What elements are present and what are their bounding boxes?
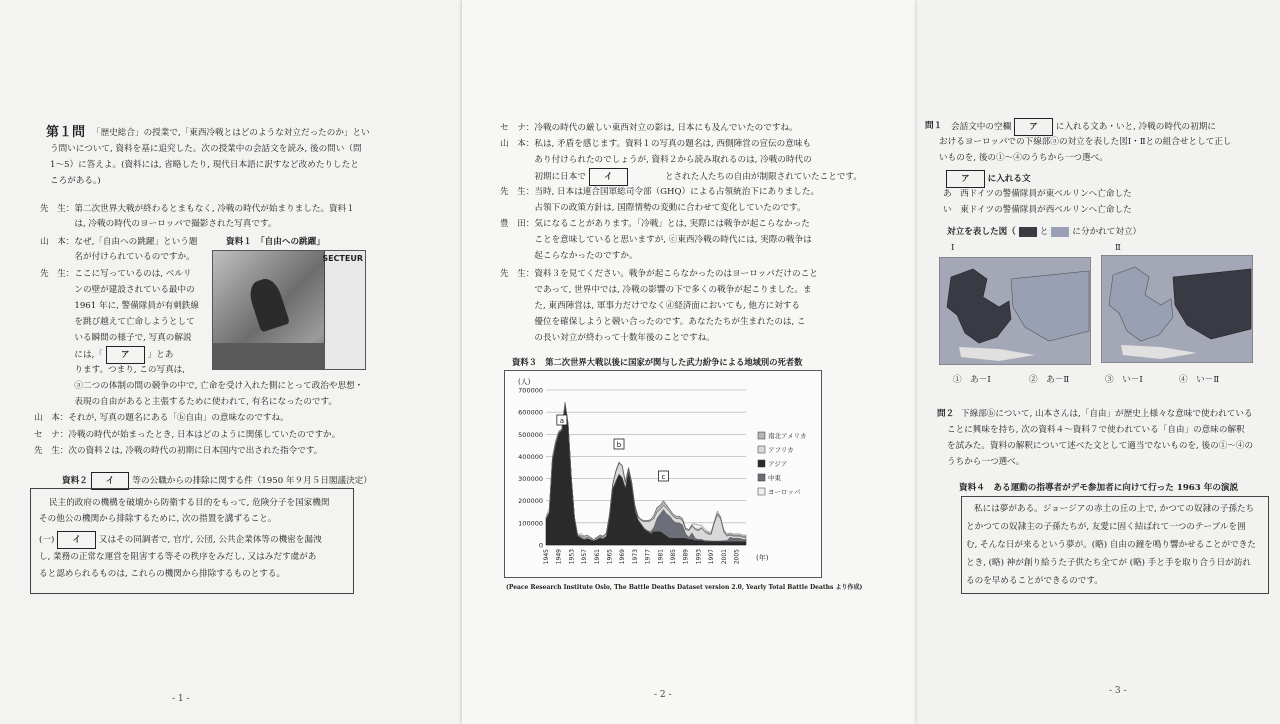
- map-2: [1101, 255, 1253, 363]
- map1-label: Ⅰ: [951, 243, 955, 253]
- dialogue-line: 山 本：それが, 写真の題名にある「ⓑ自由」の意味なのですね。: [34, 413, 289, 423]
- dialogue-line: 表現の自由があると主張するために使われて, 有名になったのです。: [40, 397, 337, 407]
- choice[interactable]: ② あ－Ⅱ: [1029, 375, 1070, 385]
- chart-unit-label: (人): [518, 378, 531, 386]
- q2-text: うちから一つ選べ。: [947, 457, 1025, 467]
- x-tick-label: 1949: [555, 549, 563, 565]
- page-2: [462, 0, 917, 724]
- y-tick-label: 600000: [518, 408, 543, 417]
- x-tick-label: 1961: [593, 549, 601, 565]
- q2-label: 問２: [937, 409, 955, 419]
- blank-i: イ: [91, 472, 130, 490]
- doc2-line: ると認められるものは, これらの機関から排除するものとする。: [39, 569, 286, 579]
- dialogue-line: あり付けられたのでしょうが, 資料２から読み取れるのは, 冷戦の時代の: [500, 155, 812, 165]
- intro-line: 「歴史総合」の授業で,「東西冷戦とはどのような対立だったのか」とい: [92, 128, 370, 138]
- soldier-figure: [246, 276, 290, 333]
- x-tick-label: 1957: [581, 549, 589, 565]
- doc4-line: とき, (略) 神が創り給うた子供たち全てが (略) 手と手を取り合う日が訪れ: [966, 558, 1251, 568]
- q1-text: いものを, 後の①～④のうちから一つ選べ。: [939, 153, 1108, 163]
- doc2-line: 民主的政府の機構を破壊から防衛する目的をもって, 危険分子を国家機関: [49, 498, 330, 508]
- dialogue-line: とされた人たちの自由が制限されていたことです。: [630, 172, 862, 182]
- q1-text: 会話文中の空欄: [951, 122, 1012, 132]
- dialogue-line: ります。つまり, この写真は,: [40, 365, 186, 375]
- dialogue-line: 山 本：私は, 矛盾を感じます。資料１の写真の題名は, 西側陣営の宣伝の意味も: [500, 139, 812, 149]
- doc2-title: 等の公職からの排除に関する件（1950 年９月５日閣議決定）: [132, 476, 372, 486]
- q2-text: ことに興味を持ち, 次の資料４～資料７で使われている「自由」の意味の解釈: [947, 425, 1245, 435]
- dialogue-line: 起こらなかったのですか。: [500, 251, 638, 261]
- legend-text: 対立を表した図（: [947, 227, 1016, 237]
- x-tick-label: 1985: [669, 549, 677, 565]
- legend-label: 中東: [768, 474, 781, 482]
- intro-line: ころがある。): [50, 176, 101, 186]
- dialogue-line: セ ナ：冷戦の時代が始まったとき, 日本はどのように関係していたのですか。: [34, 430, 341, 440]
- light-swatch: [1051, 227, 1069, 237]
- doc4-title: 資料４ ある運動の指導者がデモ参加者に向けて行った 1963 年の演説: [959, 483, 1239, 493]
- doc4-line: む, そんな日が来るという夢が。(略) 自由の鐘を鳴り響かせることができた: [966, 540, 1256, 550]
- doc3-title: 資料３ 第二次世界大戦以後に国家が関与した武力紛争による地域別の死者数: [512, 357, 803, 367]
- doc2-line: その他公の機関から排除するために, 次の措置を講ずること。: [39, 514, 277, 524]
- choice[interactable]: ① あ－Ⅰ: [953, 375, 991, 385]
- blank-tail: 」とあ: [147, 350, 174, 360]
- doc2-item: (一): [39, 535, 55, 545]
- x-tick-label: 1997: [708, 549, 716, 565]
- dialogue-line: ⓐ二つの体制の間の競争の中で, 亡命を受け入れた側にとって政治や思想・: [40, 381, 364, 391]
- dialogue-line: た, 東西陣営は, 軍事力だけでなくⓓ経済面においても, 他方に対する: [500, 301, 800, 311]
- x-tick-label: 2005: [733, 549, 741, 565]
- choice[interactable]: ④ い－Ⅱ: [1179, 375, 1220, 385]
- page-number: - 2 -: [654, 690, 672, 700]
- doc2-line: し, 業務の正常な運営を阻害する等その秩序をみだし, 又はみだす虞があ: [39, 552, 317, 562]
- dialogue-line: 先 生：資料３を見てください。戦争が起こらなかったのはヨーロッパだけのこと: [500, 269, 818, 279]
- blank-a: ア: [946, 170, 985, 188]
- page-number: - 1 -: [172, 694, 190, 704]
- page-1: [0, 0, 462, 724]
- doc2-box: [30, 488, 354, 594]
- dialogue-line: の長い対立が終わって十数年後のことですね。: [500, 333, 715, 343]
- dialogue-line: であって, 世界中では, 冷戦の影響の下で多くの戦争が起こりました。ま: [500, 285, 812, 295]
- page-number: - 3 -: [1109, 686, 1127, 696]
- legend-text: と: [1039, 227, 1049, 237]
- doc4-line: るのを早めることができるのです。: [966, 576, 1103, 586]
- dialogue-line: 山 本：なぜ,「自由への跳躍」という題: [40, 237, 198, 247]
- doc4-line: とかつての奴隷主の子孫たちが, 友愛に固く結ばれて一つのテーブルを囲: [966, 522, 1246, 532]
- dialogue-line: は, 冷戦の時代のヨーロッパで撮影された写真です。: [40, 219, 277, 229]
- q2-text: を試みた。資料の解釈について述べた文として適当でないものを, 後の①～④の: [947, 441, 1254, 451]
- x-tick-label: 1953: [568, 549, 576, 565]
- insert-label: に入れる文: [987, 174, 1031, 184]
- dialogue-line: ンの壁が建設されている最中の: [40, 285, 195, 295]
- battle-deaths-chart: [504, 370, 822, 578]
- dialogue-line: を跳び越えて亡命しようとして: [40, 317, 195, 327]
- legend-label: アフリカ: [768, 446, 794, 454]
- map-1: [939, 257, 1091, 365]
- dialogue-line: 先 生：次の資料２は, 冷戦の時代の初期に日本国内で出された指令です。: [34, 446, 323, 456]
- doc2-label: 資料２: [62, 476, 88, 486]
- legend-label: アジア: [768, 460, 788, 468]
- legend-swatch: [758, 488, 765, 495]
- legend-text: に分かれて対立）: [1072, 227, 1142, 237]
- chart-year-label: (年): [756, 554, 769, 562]
- photo-caption: 資料１ 「自由への跳躍」: [226, 237, 325, 247]
- dialogue-line: には,「: [40, 350, 103, 360]
- dialogue-line: 豊 田：気になることがあります。「冷戦」とは, 実際には戦争が起こらなかった: [500, 219, 810, 229]
- blank-a: ア: [1014, 118, 1053, 136]
- dark-swatch: [1019, 227, 1037, 237]
- question-number: 第１問: [46, 125, 86, 140]
- q1-text: に入れる文あ・いと, 冷戦の時代の初期に: [1055, 122, 1216, 132]
- doc2-line: 又はその同調者で, 官庁, 公団, 公共企業体等の機密を漏洩: [98, 535, 322, 545]
- option-a: あ 西ドイツの警備隊員が東ベルリンへ亡命した: [943, 189, 1132, 199]
- blank-i: イ: [589, 168, 628, 186]
- x-tick-label: 1981: [657, 549, 665, 565]
- dialogue-line: 1961 年に, 警備隊員が有刺鉄線: [40, 301, 199, 311]
- x-tick-label: 1965: [606, 549, 614, 565]
- y-tick-label: 700000: [518, 386, 543, 395]
- q1-label: 問１: [925, 121, 943, 131]
- annotation-label: a: [559, 417, 565, 425]
- dialogue-line: 先 生：当時, 日本は連合国軍総司令部（GHQ）による占領統治下にありました。: [500, 187, 820, 197]
- legend-swatch: [758, 474, 765, 481]
- dialogue-line: ことを意味していると思いますが, ⓒ東西冷戦の時代には, 実際の戦争は: [500, 235, 812, 245]
- y-tick-label: 200000: [518, 497, 543, 506]
- annotation-label: c: [661, 473, 666, 481]
- y-tick-label: 300000: [518, 475, 543, 484]
- dialogue-line: 先 生：ここに写っているのは, ベルリ: [40, 269, 192, 279]
- dialogue-line: 優位を確保しようと競い合ったのです。あなたたちが生まれたのは, こ: [500, 317, 806, 327]
- y-tick-label: 500000: [518, 430, 543, 439]
- x-tick-label: 1989: [682, 549, 690, 565]
- q1-text: おけるヨーロッパでの下線部ⓐの対立を表した図Ⅰ・Ⅱとの組合せとして正し: [939, 137, 1232, 147]
- chart-source: (Peace Research Institute Oslo, The Battle Deaths Dataset version 2.0, Yearly Total Battle Deaths より作成): [506, 584, 863, 591]
- photo-leap-to-freedom: [212, 250, 366, 370]
- blank-a: ア: [106, 346, 145, 364]
- legend-label: ヨーロッパ: [768, 488, 801, 496]
- y-tick-label: 400000: [518, 452, 543, 461]
- option-i: い 東ドイツの警備隊員が西ベルリンへ亡命した: [943, 205, 1132, 215]
- dialogue-line: セ ナ：冷戦の時代の厳しい東西対立の影は, 日本にも及んでいたのですね。: [500, 123, 798, 133]
- dialogue-line: 先 生：第二次世界大戦が終わるとまもなく, 冷戦の時代が始まりました。資料１: [40, 204, 355, 214]
- legend-swatch: [758, 446, 765, 453]
- y-tick-label: 100000: [518, 519, 543, 528]
- doc4-line: 私には夢がある。ジョージアの赤土の丘の上で, かつての奴隷の子孫たち: [974, 504, 1255, 514]
- choice[interactable]: ③ い－Ⅰ: [1105, 375, 1143, 385]
- photo-sign: SECTEUR: [322, 254, 363, 263]
- blank-i: イ: [57, 531, 96, 549]
- legend-swatch: [758, 460, 765, 467]
- x-tick-label: 2001: [720, 549, 728, 565]
- annotation-label: b: [616, 441, 622, 449]
- dialogue-line: いる瞬間の様子で, 写真の解説: [40, 333, 192, 343]
- x-tick-label: 1977: [644, 549, 652, 565]
- q2-text: 下線部ⓑについて, 山本さんは,「自由」が歴史上様々な意味で使われている: [961, 409, 1253, 419]
- legend-label: 南北アメリカ: [768, 432, 807, 440]
- x-tick-label: 1969: [619, 549, 627, 565]
- intro-line: う問いについて, 資料を基に追究した。次の授業中の会話文を読み, 後の問い（問: [50, 144, 362, 154]
- y-tick-label: 0: [538, 541, 543, 550]
- page-3: [917, 0, 1280, 724]
- intro-line: 1～5）に答えよ。(資料には, 省略したり, 現代日本語に訳すなど改めたりしたと: [50, 160, 359, 170]
- doc4-box: [961, 496, 1269, 594]
- dialogue-line: 名が付けられているのですか。: [40, 252, 195, 262]
- x-tick-label: 1973: [631, 549, 639, 565]
- legend-swatch: [758, 432, 765, 439]
- dialogue-line: 占領下の政策方針は, 国際情勢の変動に合わせて変化していたのです。: [500, 203, 806, 213]
- map2-label: Ⅱ: [1115, 243, 1121, 253]
- x-tick-label: 1945: [543, 549, 550, 565]
- x-tick-label: 1993: [695, 549, 703, 565]
- dialogue-line: 初期に日本で: [500, 172, 586, 182]
